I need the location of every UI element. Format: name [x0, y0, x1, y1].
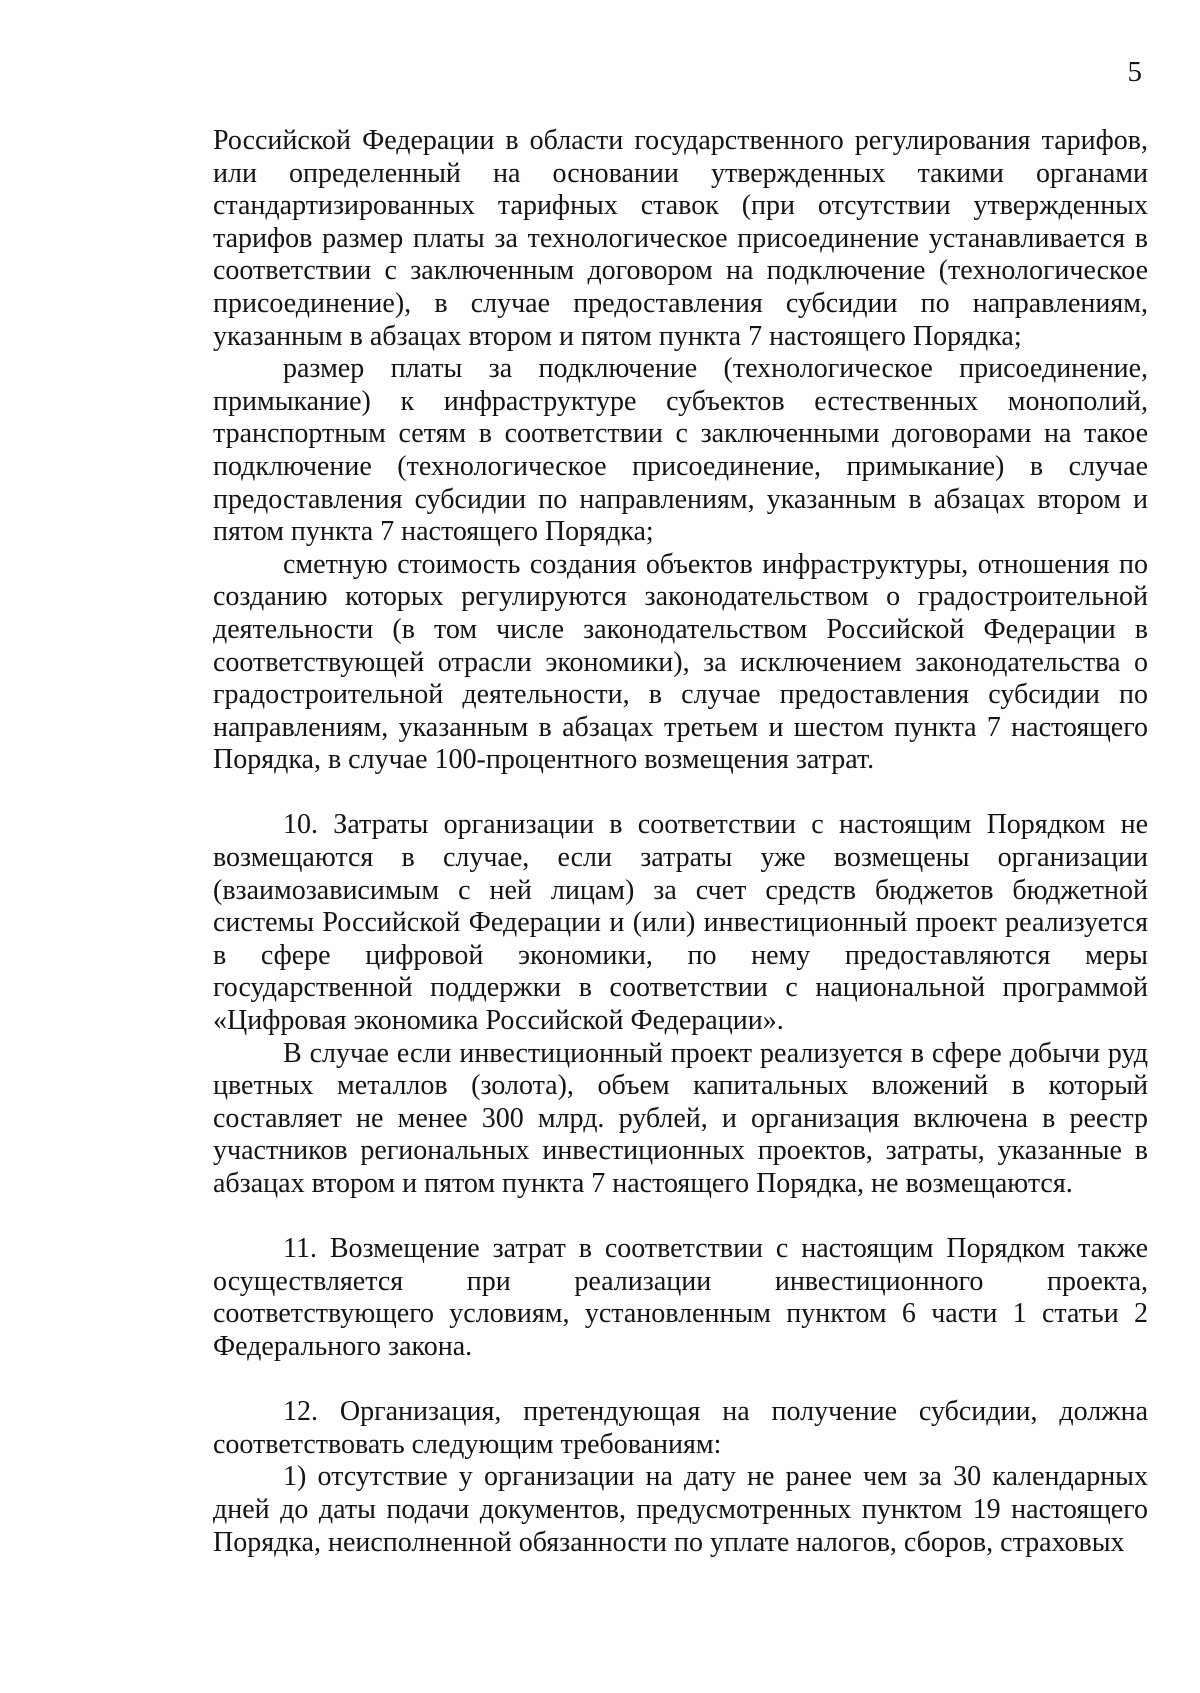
paragraph-item-10: 10. Затраты организации в соответствии с настоящим Порядком не возмещаются в случае, если затраты уже возмещены организации (взаимозависимым с ней лицам) за счет средств бюджетов бюджетной системы Российской Федерации и (или) инвестиционный проект реализуется в сфере цифровой экономики, по нему предоставляются меры государственной поддержки в соответствии с национальной программой «Цифровая экономика Российской Федерации». [213, 809, 1148, 1037]
paragraph-item-10-gold: В случае если инвестиционный проект реализуется в сфере добычи руд цветных металлов (золота), объем капитальных вложений в который составляет не менее 300 млрд. рублей, и организация включена в реестр участников региональных инвестиционных проектов, затраты, указанные в абзацах втором и пятом пункта 7 настоящего Порядка, не возмещаются. [213, 1037, 1148, 1199]
paragraph-continuation: Российской Федерации в области государственного регулирования тарифов, или определенный на основании утвержденных такими органами стандартизированных тарифных ставок (при отсутствии утвержденных тарифов размер платы за технологическое присоединение устанавливается в соответствии с заключенным договором на подключение (технологическое присоединение), в случае предоставления субсидии по направлениям, указанным в абзацах втором и пятом пункта 7 настоящего Порядка; [213, 125, 1148, 352]
paragraph-estimated-cost: сметную стоимость создания объектов инфраструктуры, отношения по созданию которых регулируются законодательством о градостроительной деятельности (в том числе законодательством Российской Федерации в соответствующей отрасли экономики), за исключением законодательства о градостроительной деятельности, в случае предоставления субсидии по направлениям, указанным в абзацах третьем и шестом пункта 7 настоящего Порядка, в случае 100-процентного возмещения затрат. [213, 548, 1148, 776]
paragraph-item-11: 11. Возмещение затрат в соответствии с настоящим Порядком также осуществляется при реализации инвестиционного проекта, соответствующего условиям, установленным пунктом 6 части 1 статьи 2 Федерального закона. [213, 1233, 1148, 1362]
paragraph-connection-fee: размер платы за подключение (технологическое присоединение, примыкание) к инфраструктуре субъектов естественных монополий, транспортным сетям в соответствии с заключенными договорами на такое подключение (технологическое присоединение, примыкание) в случае предоставления субсидии по направлениям, указанным в абзацах втором и пятом пункта 7 настоящего Порядка; [213, 353, 1148, 548]
document-body [213, 125, 1148, 1559]
paragraph-item-12-1: 1) отсутствие у организации на дату не ранее чем за 30 календарных дней до даты подачи документов, предусмотренных пунктом 19 настоящего Порядка, неисполненной обязанности по уплате налогов, сборов, страховых [213, 1461, 1148, 1558]
paragraph-item-12: 12. Организация, претендующая на получение субсидии, должна соответствовать следующим требованиям: [213, 1396, 1148, 1460]
page-number: 5 [1127, 56, 1142, 88]
